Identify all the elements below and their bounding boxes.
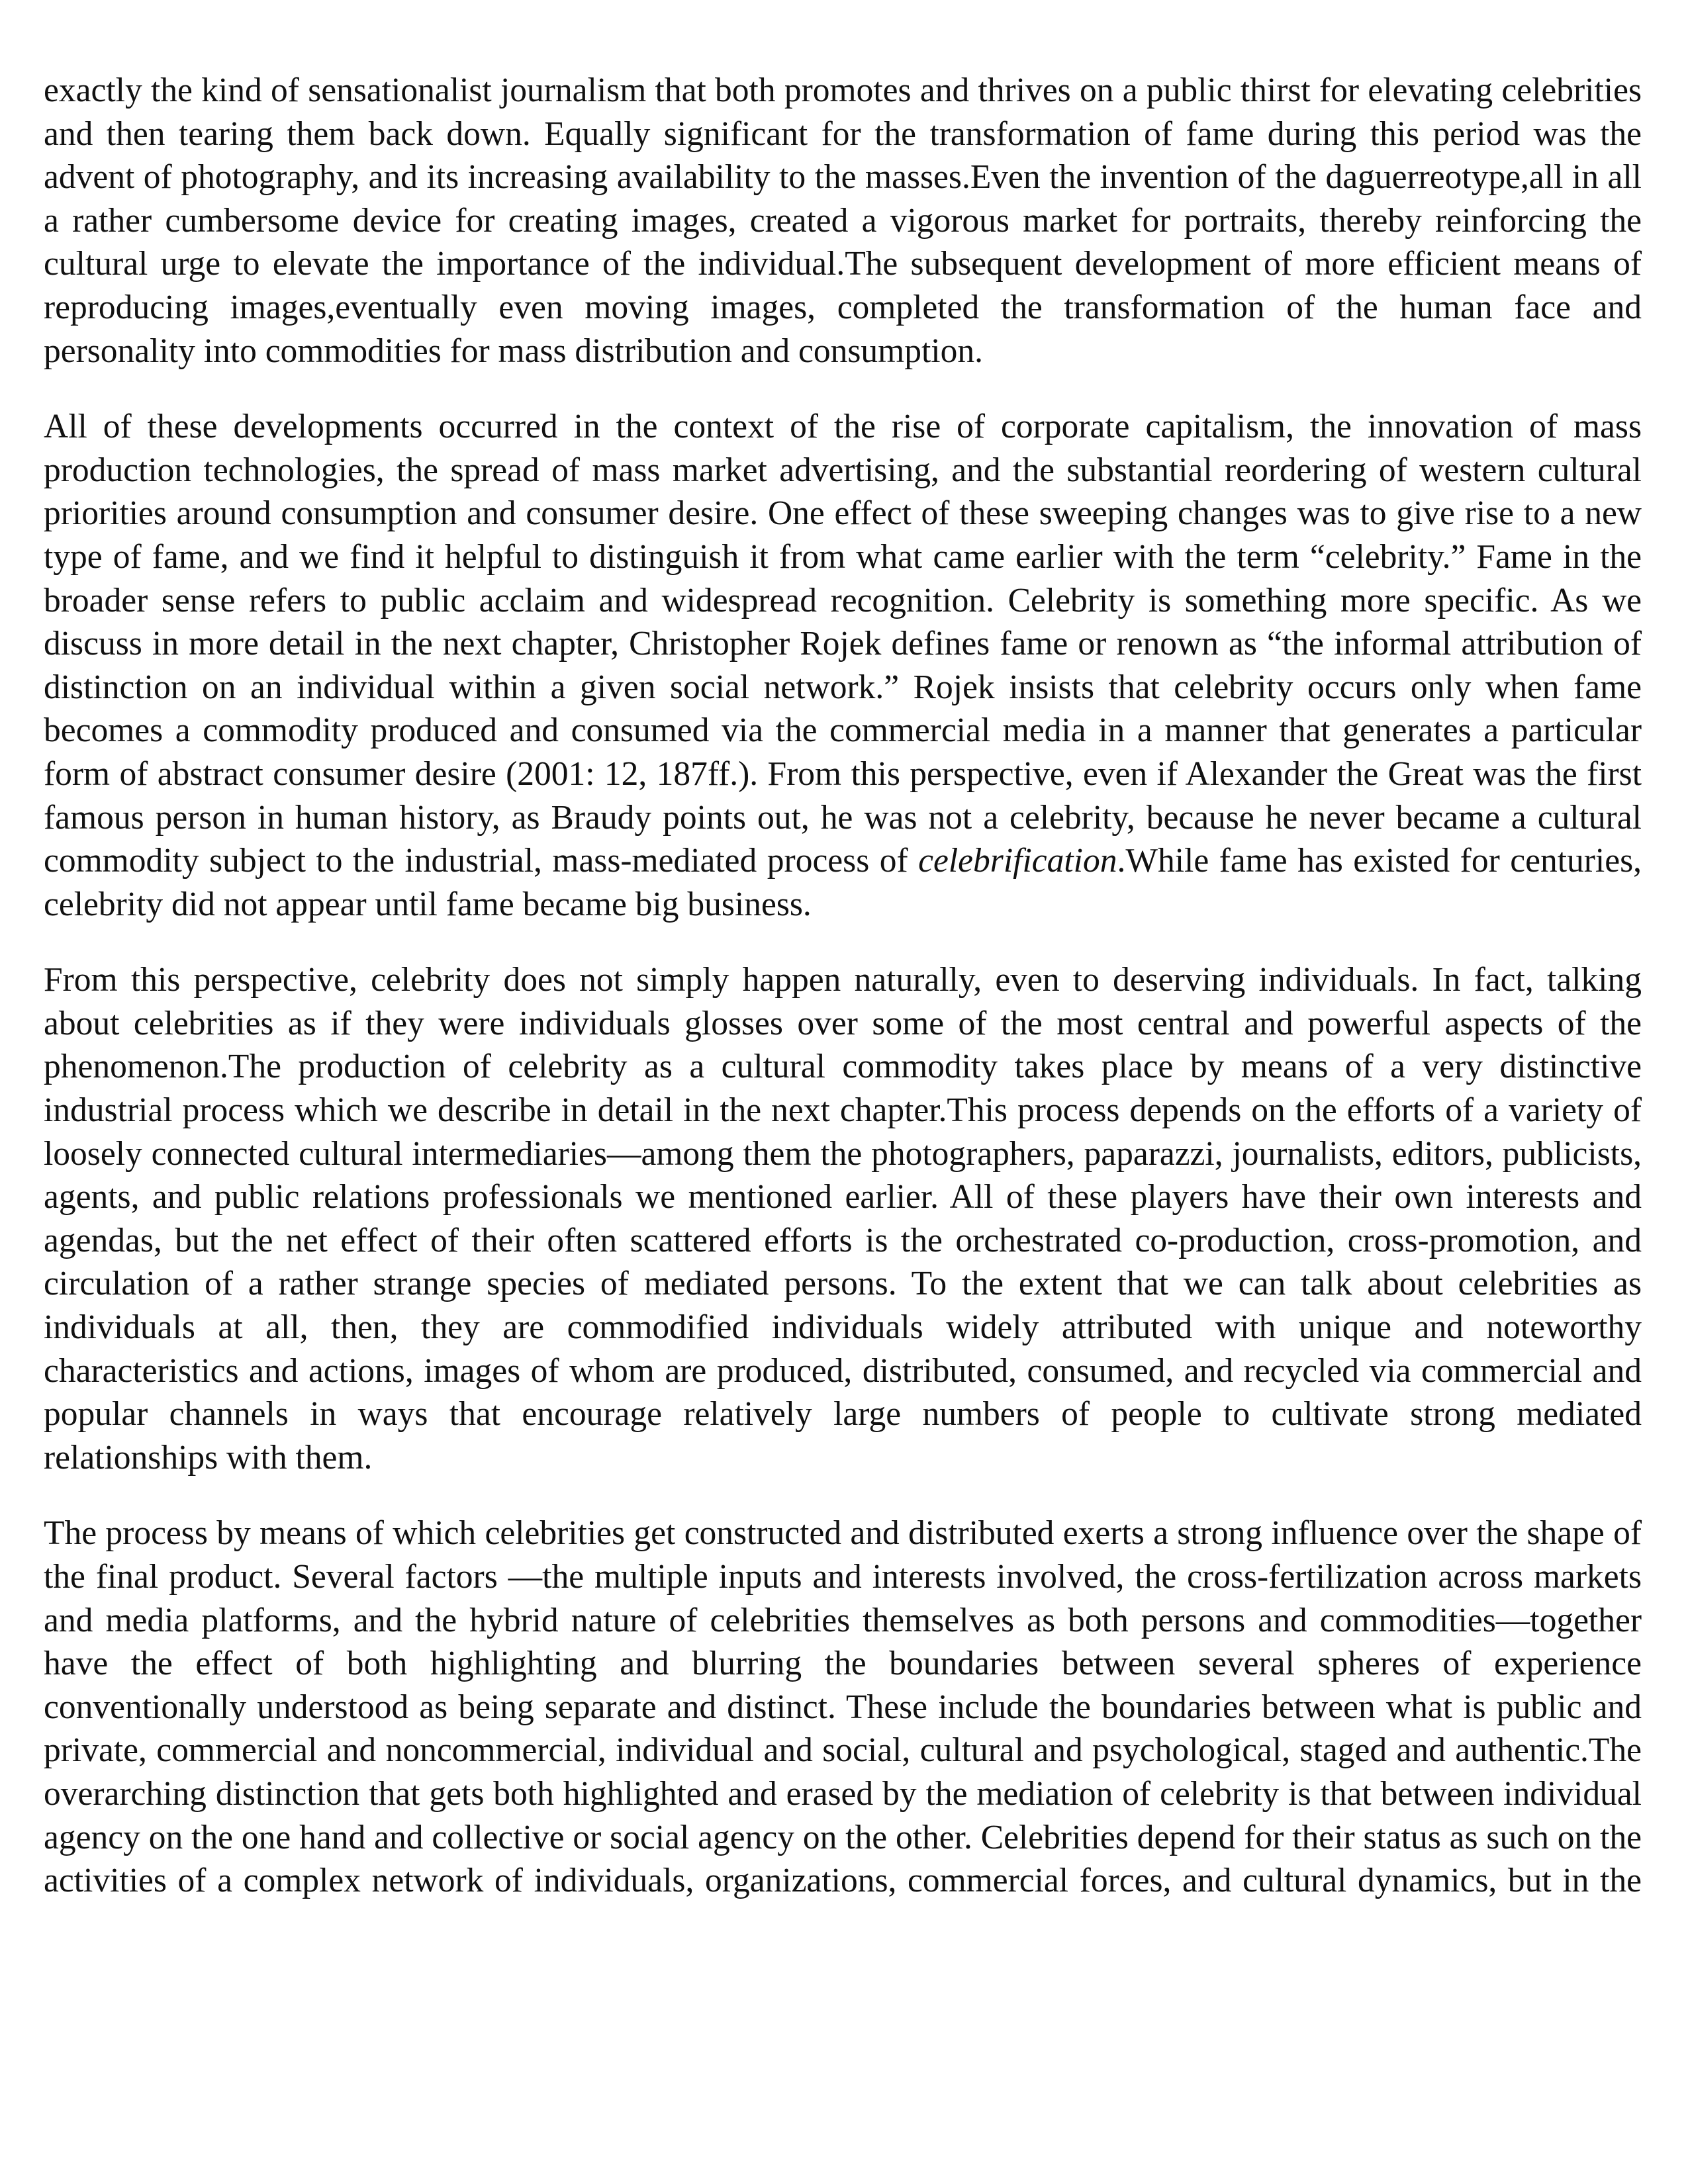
- document-page: [44, 69, 1642, 1935]
- italic-term-celebrification: celebrification: [918, 842, 1117, 880]
- paragraph-cultural-intermediaries: From this perspective, celebrity does not simply happen naturally, even to deserving individuals. In fact, talking about celebrities as if they were individuals glosses over some of the most central and powerful aspects of the phenomenon.The production of celebrity as a cultural commodity takes place by means of a very distinctive industrial process which we describe in detail in the next chapter.This process depends on the efforts of a variety of loosely connected cultural intermediaries—among them the photographers, paparazzi, journalists, editors, publicists, agents, and public relations professionals we mentioned earlier. All of these players have their own interests and agendas, but the net effect of their often scattered efforts is the orchestrated co-production, cross-promotion, and circulation of a rather strange species of mediated persons. To the extent that we can talk about celebrities as individuals at all, then, they are commodified individuals widely attributed with unique and noteworthy characteristics and actions, images of whom are produced, distributed, consumed, and recycled via commercial and popular channels in ways that encourage relatively large numbers of people to cultivate strong mediated relationships with them.: [44, 961, 1642, 1477]
- paragraph-boundaries: The process by means of which celebrities get constructed and distributed exerts a strong influence over the shape of the final product. Several factors —the multiple inputs and interests involved, the cross-fertilization across markets and media platforms, and the hybrid nature of celebrities themselves as both persons and commodities—together have the effect of both highlighting and blurring the boundaries between several spheres of experience conventionally understood as being separate and distinct. These include the boundaries between what is public and private, commercial and noncommercial, individual and social, cultural and psychological, staged and authentic.The overarching distinction that gets both highlighted and erased by the mediation of celebrity is that between individual agency on the one hand and collective or social agency on the other. Celebrities depend for their status as such on the activities of a complex network of individuals, organizations, commercial forces, and cultural dynamics, but in the: [44, 1514, 1642, 1900]
- paragraph-celebrity-definition: [44, 405, 1642, 926]
- paragraph-text-after-italic: .While fame has existed for centuries, celebrity did not appear until fame became big business.: [44, 842, 1642, 923]
- paragraph-text-before-italic: All of these developments occurred in the context of the rise of corporate capitalism, the innovation of mass production technologies, the spread of mass market advertising, and the substantial reordering of western cultural priorities around consumption and consumer desire. One effect of these sweeping changes was to give rise to a new type of fame, and we find it helpful to distinguish it from what came earlier with the term “celebrity.” Fame in the broader sense refers to public acclaim and widespread recognition. Celebrity is something more specific. As we discuss in more detail in the next chapter, Christopher Rojek defines fame or renown as “the informal attribution of distinction on an individual within a given social network.” Rojek insists that celebrity occurs only when fame becomes a commodity produced and consumed via the commercial media in a manner that generates a particular form of abstract consumer desire (2001: 12, 187ff.). From this perspective, even if Alexander the Great was the first famous person in human history, as Braudy points out, he was not a celebrity, because he never became a cultural commodity subject to the industrial, mass-mediated process of: [44, 408, 1642, 880]
- paragraph-photography: exactly the kind of sensationalist journalism that both promotes and thrives on a public thirst for elevating celebrities and then tearing them back down. Equally significant for the transformation of fame during this period was the advent of photography, and its increasing availability to the masses.Even the invention of the daguerreotype,all in all a rather cumbersome device for creating images, created a vigorous market for portraits, thereby reinforcing the cultural urge to elevate the importance of the individual.The subsequent development of more efficient means of reproducing images,eventually even moving images, completed the transformation of the human face and personality into commodities for mass distribution and consumption.: [44, 71, 1642, 370]
